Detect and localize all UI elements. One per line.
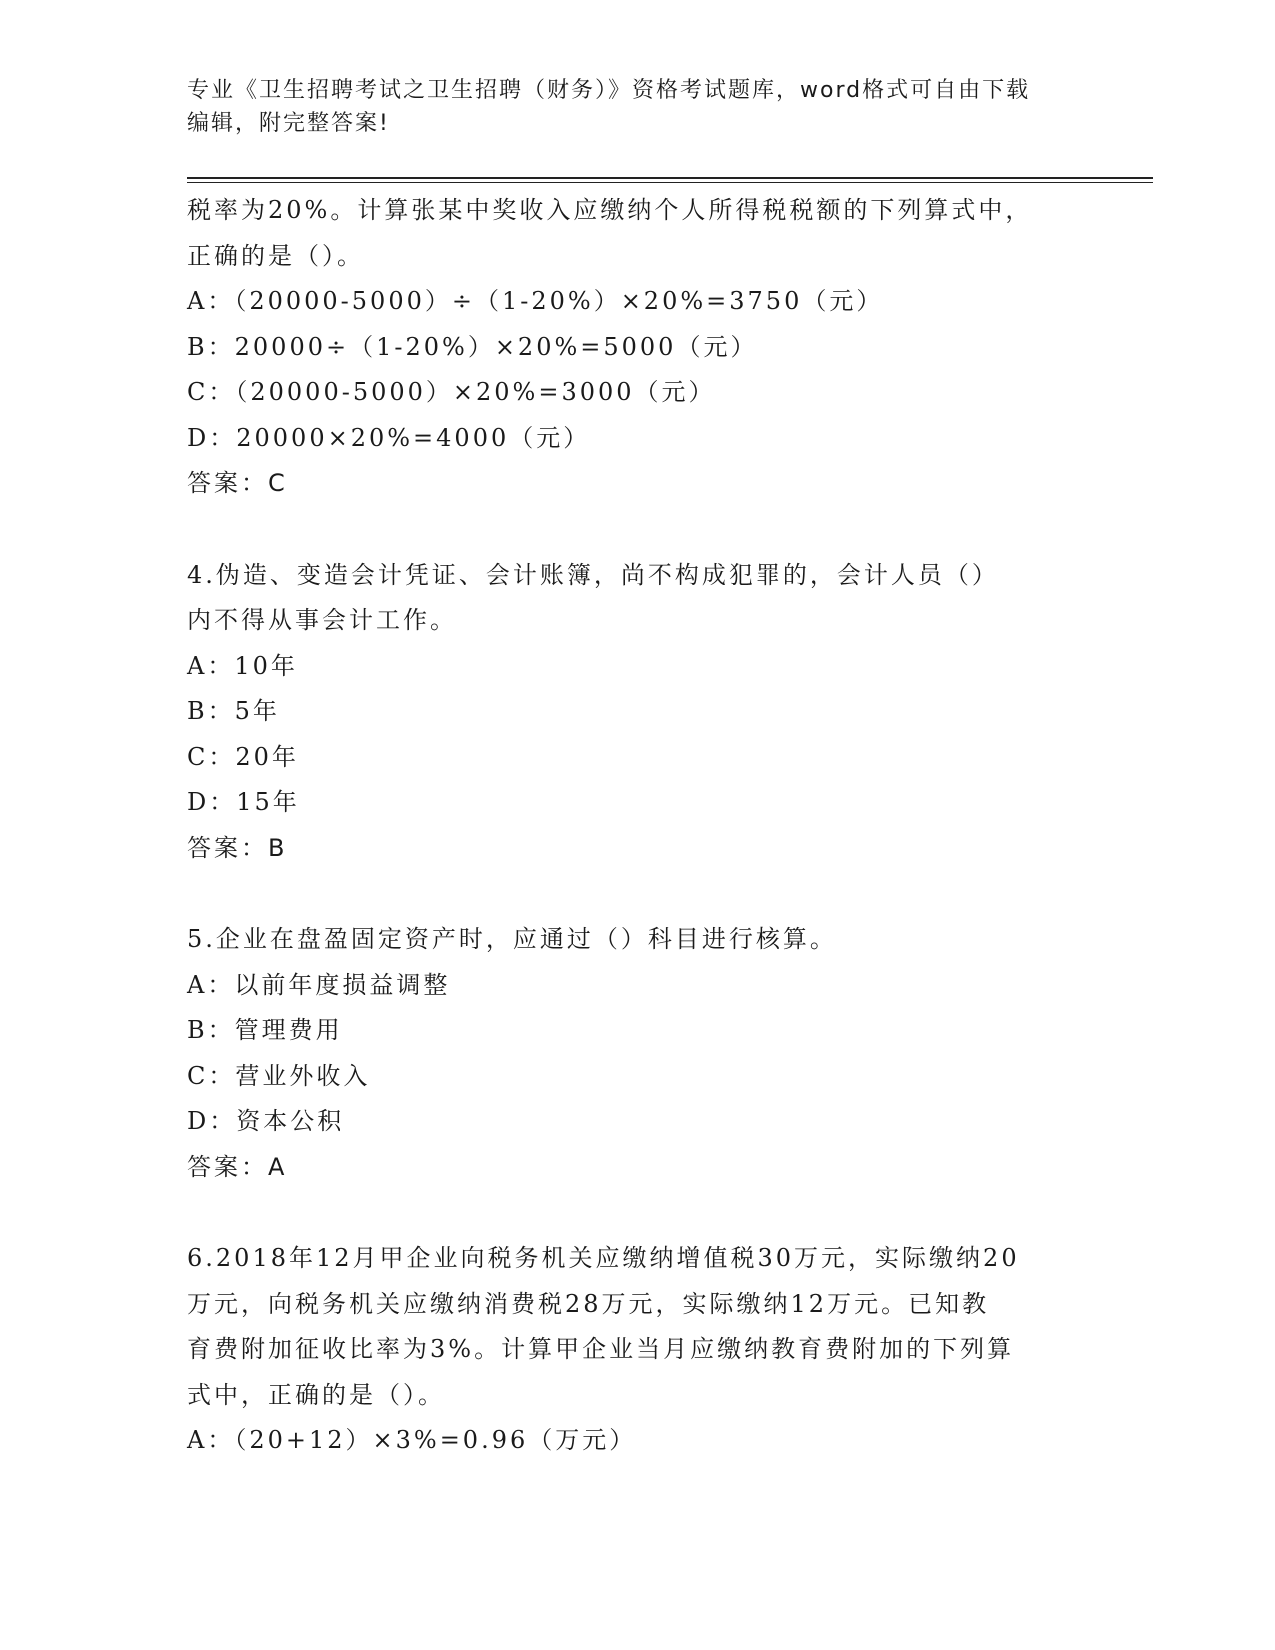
spacer [187,871,1087,917]
option-b: B：5年 [187,697,280,725]
option-c: C：20年 [187,742,299,771]
question-6 [187,1236,1087,1464]
question-4 [187,553,1087,872]
question-stem: 式中，正确的是（）。 [187,1380,445,1409]
question-stem: 6.2018年12月甲企业向税务机关应缴纳增值税30万元，实际缴纳20 [187,1244,1020,1272]
question-stem: 5.企业在盘盈固定资产时，应通过（）科目进行核算。 [187,925,837,953]
spacer [187,507,1087,553]
option-a: A：（20+12）×3%=0.96（万元） [187,1426,637,1454]
question-stem: 万元，向税务机关应缴纳消费税28万元，实际缴纳12万元。已知教 [187,1289,990,1318]
spacer [187,1190,1087,1236]
option-c: C：营业外收入 [187,1061,371,1090]
question-stem: 4.伪造、变造会计凭证、会计账簿，尚不构成犯罪的，会计人员（） [187,560,999,589]
answer: 答案：B [187,833,288,862]
question-stem: 育费附加征收比率为3%。计算甲企业当月应缴纳教育费附加的下列算 [187,1335,1015,1363]
header-divider [187,177,1153,183]
option-d: D：15年 [187,788,300,816]
question-content [187,188,1087,1464]
answer: 答案：A [187,1152,288,1181]
option-d: D：20000×20%=4000（元） [187,423,591,452]
option-a: A：10年 [187,651,298,680]
question-5 [187,917,1087,1190]
question-stem: 税率为20%。计算张某中奖收入应缴纳个人所得税税额的下列算式中， [187,196,1033,224]
header-line-2: 编辑，附完整答案! [187,111,390,136]
answer: 答案：C [187,469,288,497]
option-a: A：（20000-5000）÷（1-20%）×20%=3750（元） [187,287,884,315]
option-d: D：资本公积 [187,1107,345,1135]
option-b: B：管理费用 [187,1016,343,1044]
question-stem: 正确的是（）。 [187,241,364,270]
option-a: A：以前年度损益调整 [187,970,451,999]
option-c: C：（20000-5000）×20%=3000（元） [187,378,716,406]
document-header [187,74,1087,140]
header-line-1: 专业《卫生招聘考试之卫生招聘（财务）》资格考试题库，word格式可自由下载 [187,78,1031,103]
question-3 [187,188,1087,507]
option-b: B：20000÷（1-20%）×20%=5000（元） [187,332,758,361]
question-stem: 内不得从事会计工作。 [187,606,457,634]
